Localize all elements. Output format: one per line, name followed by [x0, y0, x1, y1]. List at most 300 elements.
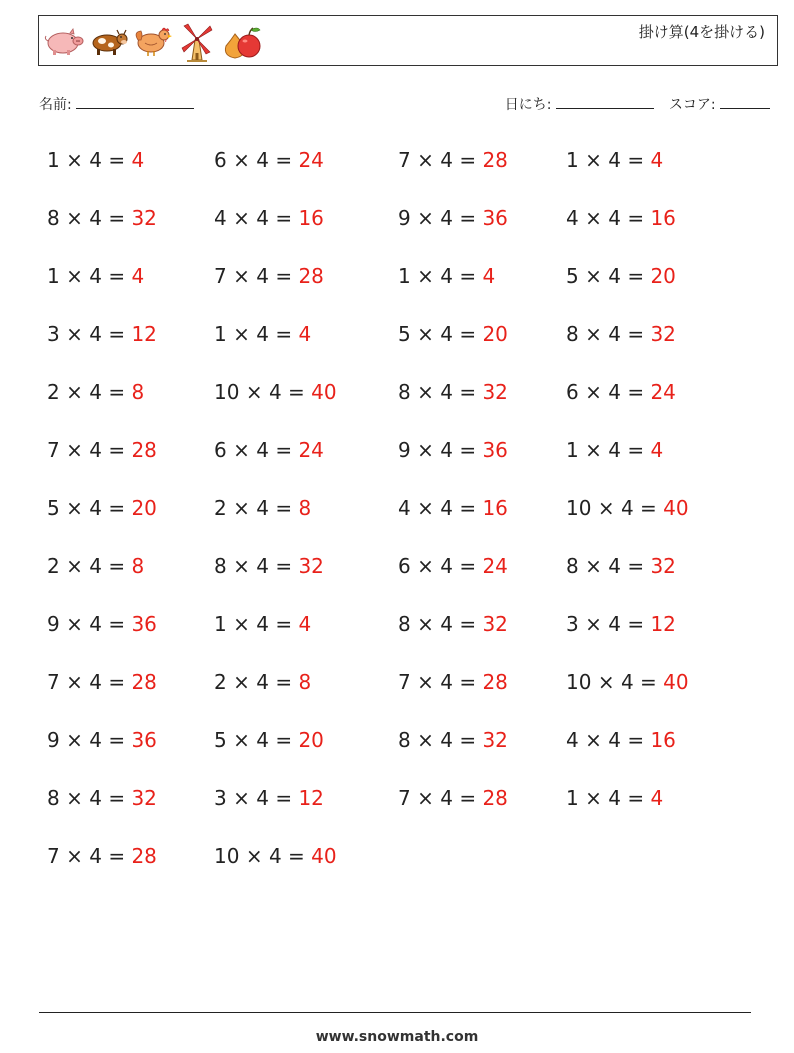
problem-item [398, 496, 508, 520]
factor-b: 4 [608, 264, 621, 288]
answer: 4 [131, 148, 145, 172]
problem-row [47, 257, 747, 315]
problem-item [214, 554, 324, 578]
equals-sign: = [288, 844, 305, 868]
answer: 40 [311, 844, 337, 868]
problem-row [47, 547, 747, 605]
factor-a: 6 [214, 148, 227, 172]
factor-a: 1 [47, 264, 60, 288]
factor-b: 4 [256, 264, 269, 288]
times-sign: × [66, 148, 83, 172]
equals-sign: = [275, 554, 293, 578]
answer: 8 [298, 496, 312, 520]
equals-sign: = [108, 670, 126, 694]
problem-item [214, 670, 311, 694]
equals-sign: = [275, 496, 293, 520]
times-sign: × [233, 728, 250, 752]
times-sign: × [233, 554, 250, 578]
factor-b: 4 [256, 612, 269, 636]
equals-sign: = [275, 728, 293, 752]
factor-b: 4 [256, 148, 269, 172]
problem-item [566, 322, 676, 346]
times-sign: × [417, 496, 434, 520]
name-blank[interactable] [76, 94, 194, 109]
factor-b: 4 [608, 786, 621, 810]
answer: 12 [131, 322, 157, 346]
factor-b: 4 [256, 496, 269, 520]
factor-b: 4 [440, 786, 453, 810]
factor-b: 4 [256, 206, 269, 230]
date-blank[interactable] [556, 94, 654, 109]
factor-a: 9 [398, 206, 411, 230]
problem-row [47, 721, 747, 779]
equals-sign: = [108, 496, 126, 520]
times-sign: × [233, 670, 250, 694]
problem-item [47, 264, 144, 288]
equals-sign: = [108, 786, 126, 810]
problem-item [398, 380, 508, 404]
factor-a: 7 [398, 670, 411, 694]
times-sign: × [233, 148, 250, 172]
problem-item [47, 728, 157, 752]
factor-b: 4 [440, 496, 453, 520]
problem-item [47, 380, 144, 404]
times-sign: × [66, 438, 83, 462]
times-sign: × [585, 438, 602, 462]
problem-item [47, 844, 157, 868]
factor-a: 4 [398, 496, 411, 520]
answer: 28 [482, 786, 508, 810]
answer: 4 [131, 264, 145, 288]
answer: 32 [650, 322, 676, 346]
factor-b: 4 [608, 438, 621, 462]
problem-item [47, 148, 144, 172]
problem-row [47, 431, 747, 489]
equals-sign: = [275, 612, 293, 636]
problem-item [566, 786, 663, 810]
answer: 32 [650, 554, 676, 578]
problem-item [398, 670, 508, 694]
problem-item [566, 554, 676, 578]
factor-a: 6 [566, 380, 579, 404]
equals-sign: = [459, 496, 477, 520]
score-blank[interactable] [720, 94, 770, 109]
answer: 28 [482, 148, 508, 172]
equals-sign: = [459, 670, 477, 694]
fruit-icon [221, 22, 263, 62]
equals-sign: = [459, 612, 477, 636]
factor-a: 6 [398, 554, 411, 578]
factor-b: 4 [608, 206, 621, 230]
problem-item [398, 206, 508, 230]
answer: 40 [663, 496, 689, 520]
problem-item [47, 612, 157, 636]
answer: 8 [131, 380, 145, 404]
equals-sign: = [459, 554, 477, 578]
factor-a: 9 [398, 438, 411, 462]
factor-b: 4 [89, 380, 102, 404]
factor-b: 4 [440, 728, 453, 752]
equals-sign: = [108, 612, 126, 636]
problem-row [47, 141, 747, 199]
answer: 24 [298, 438, 324, 462]
factor-a: 7 [398, 786, 411, 810]
factor-a: 8 [214, 554, 227, 578]
equals-sign: = [108, 844, 126, 868]
answer: 32 [482, 380, 508, 404]
date-score-fields [505, 94, 770, 114]
times-sign: × [245, 844, 263, 868]
answer: 16 [650, 206, 676, 230]
times-sign: × [417, 438, 434, 462]
factor-b: 4 [608, 148, 621, 172]
factor-b: 4 [89, 786, 102, 810]
answer: 4 [650, 786, 664, 810]
factor-a: 8 [398, 728, 411, 752]
answer: 32 [482, 612, 508, 636]
problem-item [566, 670, 689, 694]
answer: 36 [131, 728, 157, 752]
equals-sign: = [275, 264, 293, 288]
problem-item [47, 496, 157, 520]
times-sign: × [417, 728, 434, 752]
equals-sign: = [627, 322, 645, 346]
problem-item [398, 554, 508, 578]
equals-sign: = [108, 438, 126, 462]
answer: 32 [131, 206, 157, 230]
factor-a: 2 [214, 670, 227, 694]
equals-sign: = [627, 612, 645, 636]
times-sign: × [66, 554, 83, 578]
answer: 4 [650, 438, 664, 462]
factor-b: 4 [608, 612, 621, 636]
factor-a: 1 [566, 148, 579, 172]
factor-a: 7 [47, 670, 60, 694]
factor-a: 8 [398, 612, 411, 636]
times-sign: × [233, 438, 250, 462]
cow-icon [89, 26, 129, 58]
factor-a: 5 [398, 322, 411, 346]
factor-a: 7 [398, 148, 411, 172]
windmill-icon [177, 20, 217, 64]
times-sign: × [417, 670, 434, 694]
problem-row [47, 605, 747, 663]
factor-a: 3 [47, 322, 60, 346]
score-label: スコア: [668, 97, 716, 113]
factor-a: 1 [398, 264, 411, 288]
equals-sign: = [108, 148, 126, 172]
factor-b: 4 [89, 206, 102, 230]
equals-sign: = [640, 670, 657, 694]
equals-sign: = [108, 322, 126, 346]
answer: 32 [298, 554, 324, 578]
equals-sign: = [275, 206, 293, 230]
times-sign: × [66, 206, 83, 230]
times-sign: × [233, 612, 250, 636]
factor-b: 4 [268, 844, 282, 868]
factor-a: 10 [566, 496, 592, 520]
factor-b: 4 [608, 380, 621, 404]
equals-sign: = [459, 148, 477, 172]
factor-a: 2 [47, 554, 60, 578]
answer: 20 [131, 496, 157, 520]
problem-item [47, 554, 144, 578]
factor-b: 4 [440, 322, 453, 346]
times-sign: × [417, 322, 434, 346]
times-sign: × [417, 264, 434, 288]
factor-b: 4 [256, 554, 269, 578]
answer: 20 [650, 264, 676, 288]
footer-url: www.snowmath.com [315, 1029, 479, 1045]
times-sign: × [585, 786, 602, 810]
answer: 16 [650, 728, 676, 752]
equals-sign: = [627, 728, 645, 752]
factor-b: 4 [440, 206, 453, 230]
header-box [38, 15, 778, 66]
factor-b: 4 [89, 322, 102, 346]
answer: 8 [298, 670, 312, 694]
factor-a: 8 [398, 380, 411, 404]
times-sign: × [66, 264, 83, 288]
problem-item [566, 728, 676, 752]
problem-item [214, 380, 337, 404]
answer: 16 [298, 206, 324, 230]
times-sign: × [66, 670, 83, 694]
equals-sign: = [459, 786, 477, 810]
problem-item [566, 264, 676, 288]
times-sign: × [66, 612, 83, 636]
factor-b: 4 [256, 786, 269, 810]
factor-a: 5 [214, 728, 227, 752]
equals-sign: = [627, 554, 645, 578]
times-sign: × [233, 206, 250, 230]
equals-sign: = [459, 264, 477, 288]
factor-b: 4 [89, 438, 102, 462]
answer: 20 [482, 322, 508, 346]
factor-a: 3 [214, 786, 227, 810]
factor-a: 7 [214, 264, 227, 288]
times-sign: × [417, 148, 434, 172]
pig-icon [43, 26, 85, 58]
factor-a: 8 [47, 206, 60, 230]
factor-a: 2 [214, 496, 227, 520]
problem-row [47, 663, 747, 721]
problem-item [398, 264, 495, 288]
factor-b: 4 [89, 148, 102, 172]
equals-sign: = [288, 380, 305, 404]
equals-sign: = [108, 728, 126, 752]
times-sign: × [417, 612, 434, 636]
factor-a: 5 [47, 496, 60, 520]
problem-item [398, 728, 508, 752]
factor-a: 1 [47, 148, 60, 172]
problem-item [47, 438, 157, 462]
factor-a: 9 [47, 612, 60, 636]
times-sign: × [233, 322, 250, 346]
problem-item [398, 438, 508, 462]
problem-item [566, 206, 676, 230]
answer: 24 [482, 554, 508, 578]
problem-row [47, 373, 747, 431]
equals-sign: = [108, 554, 126, 578]
equals-sign: = [275, 438, 293, 462]
answer: 28 [131, 844, 157, 868]
times-sign: × [66, 786, 83, 810]
factor-b: 4 [256, 322, 269, 346]
times-sign: × [585, 264, 602, 288]
factor-b: 4 [608, 322, 621, 346]
times-sign: × [585, 554, 602, 578]
factor-b: 4 [89, 844, 102, 868]
problem-item [398, 786, 508, 810]
times-sign: × [585, 380, 602, 404]
factor-a: 1 [214, 612, 227, 636]
times-sign: × [585, 206, 602, 230]
factor-a: 7 [47, 844, 60, 868]
answer: 12 [298, 786, 324, 810]
problem-item [214, 322, 311, 346]
answer: 4 [298, 322, 312, 346]
times-sign: × [417, 206, 434, 230]
answer: 28 [131, 670, 157, 694]
equals-sign: = [108, 264, 126, 288]
times-sign: × [66, 322, 83, 346]
answer: 16 [482, 496, 508, 520]
name-field [39, 94, 194, 114]
answer: 24 [298, 148, 324, 172]
factor-b: 4 [89, 554, 102, 578]
problem-item [214, 844, 337, 868]
times-sign: × [66, 844, 83, 868]
answer: 28 [131, 438, 157, 462]
answer: 28 [482, 670, 508, 694]
equals-sign: = [108, 206, 126, 230]
equals-sign: = [640, 496, 657, 520]
answer: 12 [650, 612, 676, 636]
times-sign: × [585, 322, 602, 346]
factor-a: 9 [47, 728, 60, 752]
factor-a: 1 [214, 322, 227, 346]
problem-row [47, 199, 747, 257]
times-sign: × [585, 728, 602, 752]
problem-item [214, 438, 324, 462]
problem-item [398, 322, 508, 346]
name-label: 名前: [39, 97, 72, 113]
answer: 24 [650, 380, 676, 404]
times-sign: × [597, 496, 615, 520]
factor-b: 4 [440, 670, 453, 694]
times-sign: × [417, 786, 434, 810]
problem-item [566, 496, 689, 520]
factor-b: 4 [89, 612, 102, 636]
factor-b: 4 [440, 148, 453, 172]
times-sign: × [233, 786, 250, 810]
answer: 32 [131, 786, 157, 810]
equals-sign: = [459, 322, 477, 346]
equals-sign: = [627, 380, 645, 404]
times-sign: × [417, 554, 434, 578]
times-sign: × [585, 148, 602, 172]
problem-item [47, 322, 157, 346]
icon-strip [43, 20, 263, 64]
factor-a: 4 [566, 728, 579, 752]
factor-b: 4 [440, 554, 453, 578]
date-label: 日にち: [504, 97, 552, 113]
answer: 36 [131, 612, 157, 636]
factor-a: 10 [214, 844, 240, 868]
times-sign: × [585, 612, 602, 636]
problem-row [47, 489, 747, 547]
factor-b: 4 [608, 728, 621, 752]
answer: 8 [131, 554, 145, 578]
times-sign: × [233, 264, 250, 288]
problem-item [566, 612, 676, 636]
hen-icon [133, 25, 173, 59]
problem-row [47, 779, 747, 837]
factor-a: 8 [566, 554, 579, 578]
factor-a: 4 [566, 206, 579, 230]
factor-b: 4 [89, 670, 102, 694]
problem-item [214, 728, 324, 752]
problem-item [47, 670, 157, 694]
factor-b: 4 [440, 264, 453, 288]
factor-b: 4 [440, 612, 453, 636]
factor-a: 5 [566, 264, 579, 288]
factor-b: 4 [268, 380, 282, 404]
factor-a: 7 [47, 438, 60, 462]
problem-row [47, 837, 747, 895]
problem-item [214, 206, 324, 230]
factor-a: 6 [214, 438, 227, 462]
problem-item [566, 148, 663, 172]
factor-b: 4 [440, 380, 453, 404]
factor-a: 1 [566, 786, 579, 810]
times-sign: × [245, 380, 263, 404]
answer: 4 [650, 148, 664, 172]
answer: 20 [298, 728, 324, 752]
problem-item [566, 380, 676, 404]
answer: 40 [311, 380, 337, 404]
factor-b: 4 [89, 496, 102, 520]
answer: 36 [482, 438, 508, 462]
problem-item [398, 612, 508, 636]
factor-b: 4 [256, 670, 269, 694]
answer: 28 [298, 264, 324, 288]
equals-sign: = [627, 438, 645, 462]
problem-item [398, 148, 508, 172]
problem-row [47, 315, 747, 373]
answer: 4 [298, 612, 312, 636]
times-sign: × [66, 496, 83, 520]
factor-a: 2 [47, 380, 60, 404]
factor-b: 4 [620, 496, 634, 520]
equals-sign: = [459, 728, 477, 752]
factor-b: 4 [440, 438, 453, 462]
problem-item [214, 264, 324, 288]
factor-b: 4 [620, 670, 634, 694]
answer: 32 [482, 728, 508, 752]
equals-sign: = [108, 380, 126, 404]
answer: 36 [482, 206, 508, 230]
answer: 4 [482, 264, 496, 288]
equals-sign: = [275, 786, 293, 810]
times-sign: × [66, 728, 83, 752]
times-sign: × [66, 380, 83, 404]
factor-a: 8 [47, 786, 60, 810]
factor-b: 4 [256, 438, 269, 462]
equals-sign: = [627, 786, 645, 810]
equals-sign: = [459, 206, 477, 230]
